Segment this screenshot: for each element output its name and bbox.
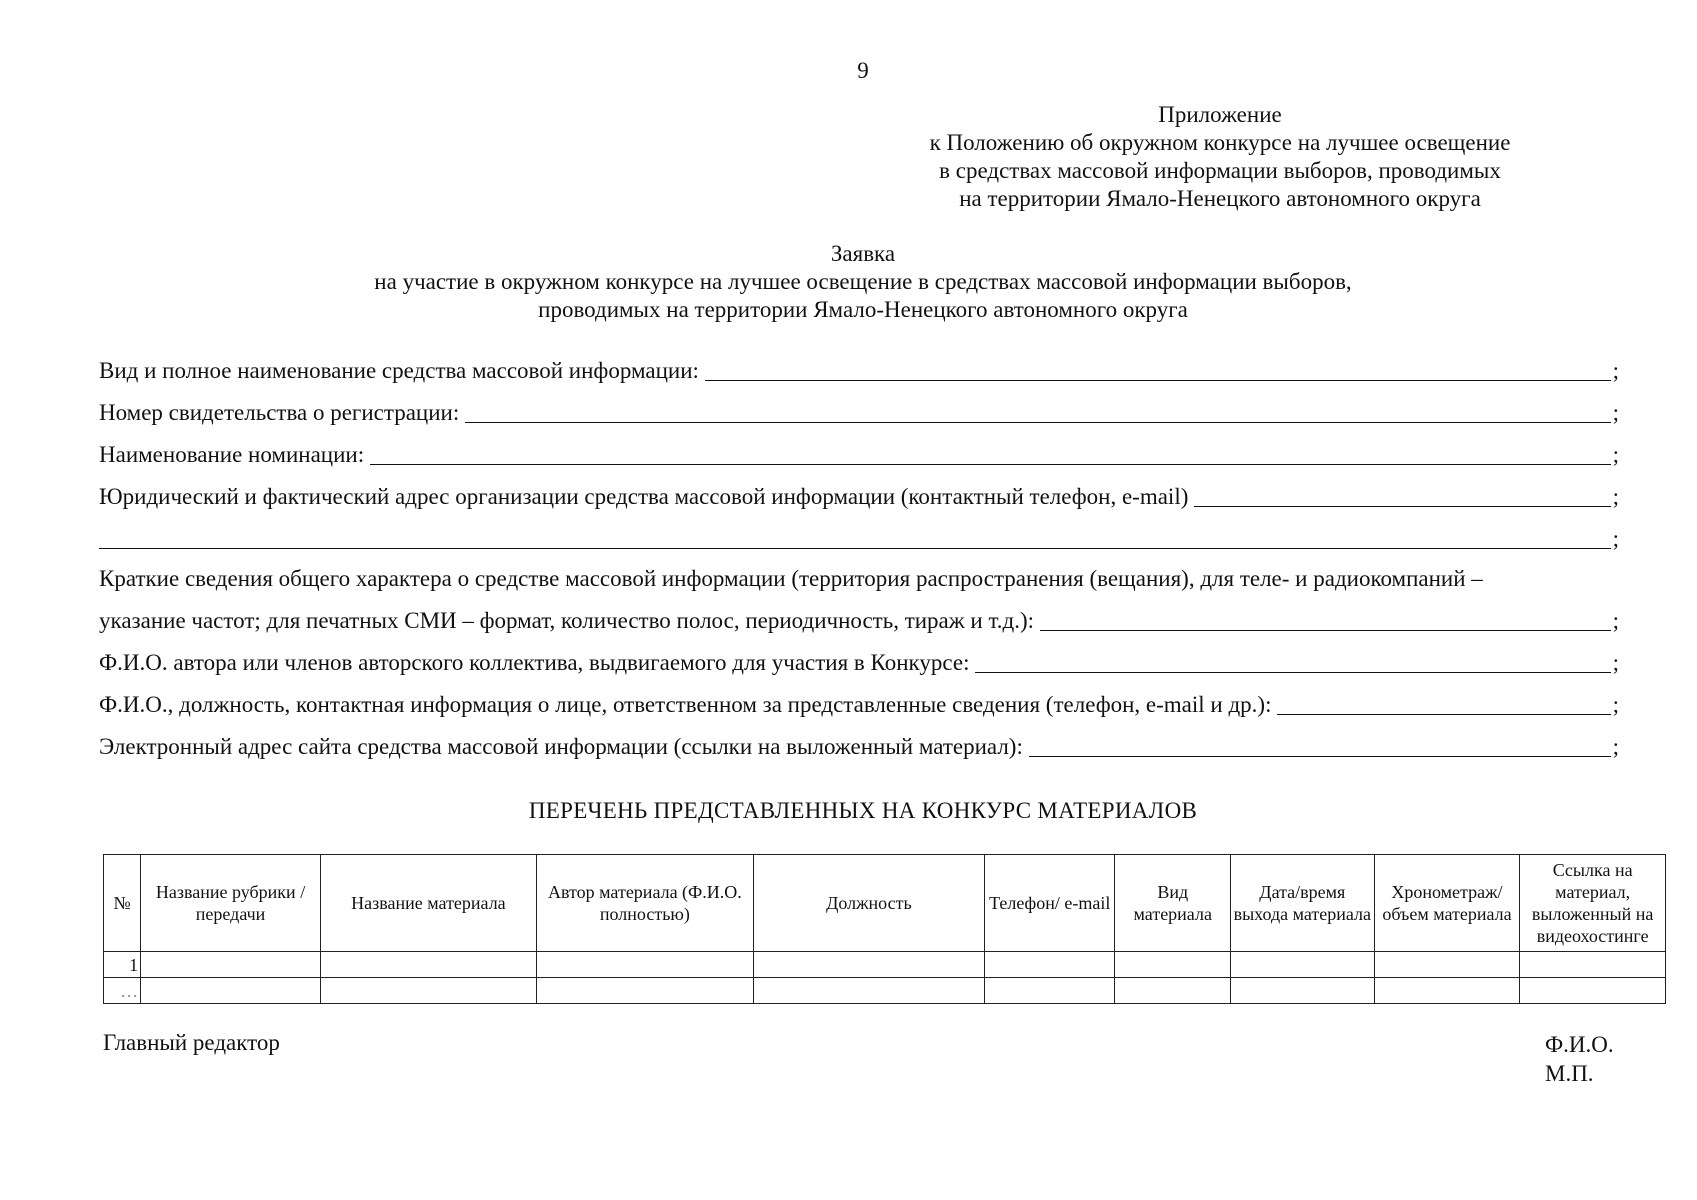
field-terminator: ;: [1612, 400, 1619, 425]
fill-line[interactable]: [370, 442, 1611, 465]
appendix-line: в средствах массовой информации выборов, проводимых: [939, 158, 1501, 183]
table-cell[interactable]: [1520, 978, 1666, 1004]
table-cell[interactable]: [1115, 952, 1231, 978]
table-cell[interactable]: [1374, 952, 1520, 978]
fill-line[interactable]: [1040, 608, 1611, 631]
field-label: Наименование номинации:: [99, 442, 365, 467]
field-media-name: [99, 354, 1619, 384]
column-header: Ссылка на материал, выложенный на видеохостинге: [1520, 855, 1666, 952]
field-label: указание частот; для печатных СМИ – формат, количество полос, периодичность, тираж и т.д.):: [99, 608, 1035, 633]
appendix-line: к Положению об окружном конкурсе на лучшее освещение: [929, 130, 1511, 155]
table-cell[interactable]: [141, 952, 321, 978]
field-authors: [99, 646, 1619, 676]
field-terminator: ;: [1612, 484, 1619, 509]
fill-line[interactable]: [705, 358, 1611, 381]
field-responsible: [99, 688, 1619, 718]
table-header-row: [104, 855, 1666, 952]
table-cell[interactable]: [1374, 978, 1520, 1004]
field-terminator: ;: [1612, 734, 1619, 759]
name-placeholder: Ф.И.О.: [1545, 1032, 1614, 1057]
field-terminator: ;: [1612, 692, 1619, 717]
field-label: Номер свидетельства о регистрации:: [99, 400, 460, 425]
materials-table: [103, 854, 1666, 1004]
fill-line[interactable]: [1277, 692, 1610, 715]
field-registration: [99, 396, 1619, 426]
field-terminator: ;: [1612, 358, 1619, 383]
table-cell[interactable]: [1520, 952, 1666, 978]
fill-line[interactable]: [465, 400, 1610, 423]
column-header: Телефон/ e-mail: [984, 855, 1115, 952]
field-label: Вид и полное наименование средства массовой информации:: [99, 358, 699, 383]
field-website: [99, 730, 1619, 760]
title-heading: Заявка: [830, 241, 896, 266]
table-cell[interactable]: [536, 978, 753, 1004]
field-terminator: ;: [1612, 526, 1619, 551]
column-header: Хронометраж/ объем материала: [1374, 855, 1520, 952]
document-title: [0, 240, 1697, 324]
field-label: Электронный адрес сайта средства массовой информации (ссылки на выложенный материал):: [99, 734, 1023, 759]
table-cell[interactable]: [1115, 978, 1231, 1004]
appendix-line: Приложение: [1158, 102, 1282, 127]
materials-list-title: ПЕРЕЧЕНЬ ПРЕДСТАВЛЕННЫХ НА КОНКУРС МАТЕРИАЛОВ: [528, 798, 1198, 823]
column-header: Автор материала (Ф.И.О. полностью): [536, 855, 753, 952]
table-cell[interactable]: [1231, 978, 1375, 1004]
fill-line[interactable]: [99, 526, 1611, 549]
column-header: №: [104, 855, 141, 952]
table-row: [104, 978, 1666, 1004]
field-address-continuation: [99, 522, 1619, 552]
field-terminator: ;: [1612, 442, 1619, 467]
table-cell[interactable]: [984, 952, 1115, 978]
title-line: на участие в окружном конкурсе на лучшее освещение в средствах массовой информации выборов,: [374, 269, 1352, 294]
field-label: Ф.И.О. автора или членов авторского коллектива, выдвигаемого для участия в Конкурсе:: [99, 650, 970, 675]
column-header: Название рубрики / передачи: [141, 855, 321, 952]
appendix-header: [870, 101, 1570, 213]
table-cell[interactable]: [1231, 952, 1375, 978]
field-brief: [99, 604, 1619, 634]
table-row: [104, 952, 1666, 978]
signature-block: [1545, 1030, 1614, 1088]
seal-placeholder: М.П.: [1545, 1061, 1594, 1086]
field-terminator: ;: [1612, 608, 1619, 633]
field-terminator: ;: [1612, 650, 1619, 675]
table-cell[interactable]: [536, 952, 753, 978]
appendix-line: на территории Ямало-Ненецкого автономного округа: [959, 186, 1481, 211]
table-cell: 1: [104, 952, 141, 978]
column-header: Дата/время выхода материала: [1231, 855, 1375, 952]
chief-editor-label: Главный редактор: [103, 1030, 280, 1055]
table-cell[interactable]: [984, 978, 1115, 1004]
field-address: [99, 480, 1619, 510]
table-cell[interactable]: [141, 978, 321, 1004]
table-cell[interactable]: [320, 978, 536, 1004]
fill-line[interactable]: [1194, 484, 1610, 507]
title-line: проводимых на территории Ямало-Ненецкого автономного округа: [538, 297, 1188, 322]
table-cell: …: [104, 978, 141, 1004]
field-label: Ф.И.О., должность, контактная информация о лице, ответственном за представленные сведения (телефон, e-mail и др.):: [99, 692, 1272, 717]
page-number: 9: [857, 58, 869, 83]
table-cell[interactable]: [320, 952, 536, 978]
column-header: Название материала: [320, 855, 536, 952]
fill-line[interactable]: [1029, 734, 1611, 757]
field-label: Юридический и фактический адрес организации средства массовой информации (контактный телефон, e-mail): [99, 484, 1189, 509]
fill-line[interactable]: [975, 650, 1610, 673]
column-header: Вид материала: [1115, 855, 1231, 952]
table-cell[interactable]: [753, 952, 984, 978]
column-header: Должность: [753, 855, 984, 952]
field-nomination: [99, 438, 1619, 468]
table-cell[interactable]: [753, 978, 984, 1004]
field-brief-label-line1: Краткие сведения общего характера о средстве массовой информации (территория распространения (вещания), для теле- и радиокомпаний –: [99, 566, 1483, 591]
